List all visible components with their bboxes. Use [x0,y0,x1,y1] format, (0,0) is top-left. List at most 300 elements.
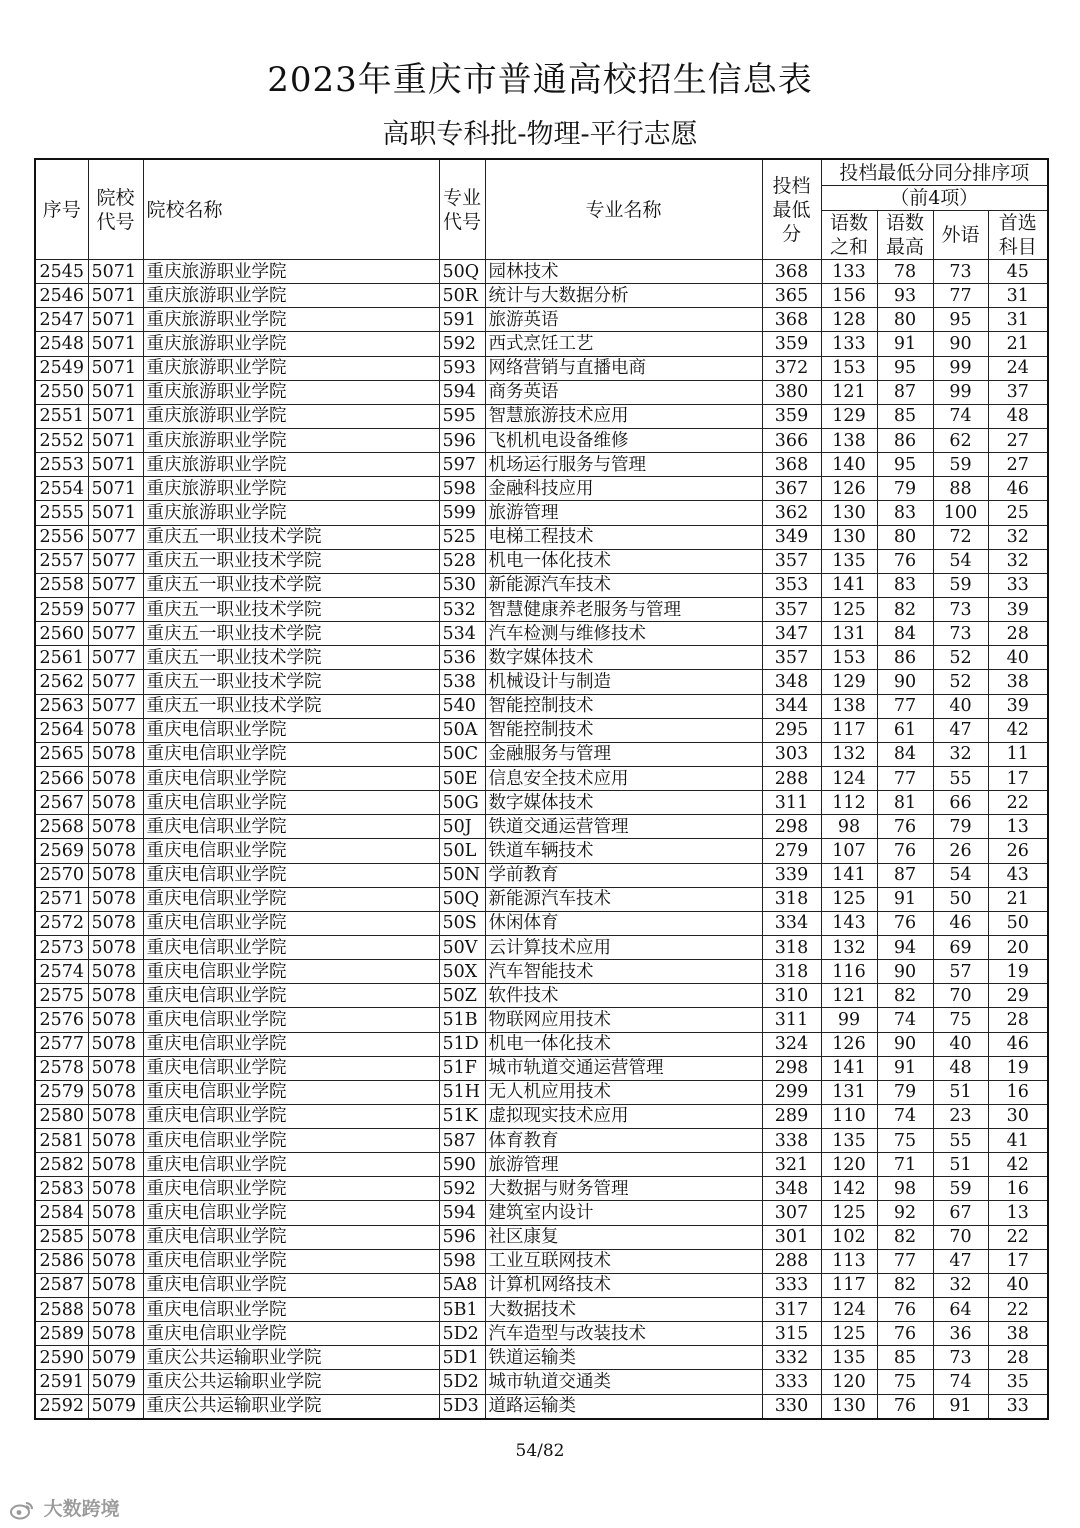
cell-min-score: 357 [762,597,821,621]
cell-major-code: 594 [439,1201,485,1225]
cell-min-score: 368 [762,260,821,284]
table-row [35,1370,1048,1394]
table-row [35,1249,1048,1273]
cell-min-score: 298 [762,1056,821,1080]
cell-seq: 2575 [35,984,88,1008]
cell-first-subject: 17 [988,766,1048,790]
cell-sum-cm: 107 [821,839,877,863]
cell-major-code: 598 [439,1249,485,1273]
cell-min-score: 333 [762,1370,821,1394]
cell-foreign: 46 [933,911,988,935]
cell-school-code: 5078 [88,1056,143,1080]
cell-school-name: 重庆电信职业学院 [143,1177,439,1201]
cell-max-cm: 71 [877,1153,933,1177]
cell-min-score: 330 [762,1394,821,1419]
cell-major-code: 597 [439,453,485,477]
cell-school-name: 重庆电信职业学院 [143,1273,439,1297]
cell-major-name: 大数据与财务管理 [485,1177,762,1201]
cell-major-name: 体育教育 [485,1129,762,1153]
cell-school-name: 重庆电信职业学院 [143,1225,439,1249]
cell-min-score: 372 [762,356,821,380]
cell-major-code: 596 [439,1225,485,1249]
cell-major-name: 物联网应用技术 [485,1008,762,1032]
cell-sum-cm: 135 [821,1129,877,1153]
cell-sum-cm: 138 [821,428,877,452]
table-row [35,1177,1048,1201]
cell-major-code: 530 [439,573,485,597]
cell-foreign: 32 [933,1273,988,1297]
cell-sum-cm: 130 [821,525,877,549]
cell-first-subject: 43 [988,863,1048,887]
cell-first-subject: 19 [988,960,1048,984]
table-row [35,453,1048,477]
header-school-name: 院校名称 [143,159,439,260]
cell-sum-cm: 141 [821,1056,877,1080]
cell-max-cm: 82 [877,597,933,621]
cell-school-code: 5078 [88,1249,143,1273]
cell-foreign: 55 [933,766,988,790]
cell-major-name: 云计算技术应用 [485,935,762,959]
cell-first-subject: 16 [988,1177,1048,1201]
cell-major-code: 5D2 [439,1322,485,1346]
table-row [35,1273,1048,1297]
cell-first-subject: 39 [988,597,1048,621]
cell-sum-cm: 131 [821,622,877,646]
cell-foreign: 32 [933,742,988,766]
table-row [35,670,1048,694]
cell-school-name: 重庆公共运输职业学院 [143,1346,439,1370]
cell-school-name: 重庆旅游职业学院 [143,284,439,308]
cell-major-name: 机场运行服务与管理 [485,453,762,477]
cell-school-code: 5071 [88,404,143,428]
cell-min-score: 357 [762,646,821,670]
cell-max-cm: 75 [877,1370,933,1394]
page-title: 2023年重庆市普通高校招生信息表 [267,60,813,100]
cell-foreign: 99 [933,356,988,380]
cell-school-name: 重庆旅游职业学院 [143,501,439,525]
cell-school-name: 重庆电信职业学院 [143,935,439,959]
cell-school-code: 5078 [88,1008,143,1032]
cell-school-name: 重庆五一职业技术学院 [143,525,439,549]
cell-first-subject: 40 [988,1273,1048,1297]
cell-foreign: 88 [933,477,988,501]
table-row [35,911,1048,935]
cell-first-subject: 29 [988,984,1048,1008]
cell-seq: 2550 [35,380,88,404]
cell-max-cm: 90 [877,1032,933,1056]
cell-foreign: 40 [933,694,988,718]
cell-sum-cm: 112 [821,791,877,815]
cell-school-name: 重庆电信职业学院 [143,863,439,887]
cell-school-name: 重庆五一职业技术学院 [143,646,439,670]
cell-first-subject: 22 [988,1298,1048,1322]
cell-school-name: 重庆电信职业学院 [143,766,439,790]
cell-school-name: 重庆电信职业学院 [143,718,439,742]
cell-major-name: 旅游管理 [485,1153,762,1177]
cell-max-cm: 82 [877,984,933,1008]
cell-seq: 2573 [35,935,88,959]
cell-sum-cm: 113 [821,1249,877,1273]
cell-foreign: 73 [933,260,988,284]
cell-max-cm: 84 [877,622,933,646]
table-row [35,1008,1048,1032]
cell-school-name: 重庆电信职业学院 [143,1322,439,1346]
cell-sum-cm: 120 [821,1153,877,1177]
cell-school-code: 5078 [88,1225,143,1249]
cell-first-subject: 28 [988,622,1048,646]
cell-min-score: 348 [762,670,821,694]
cell-first-subject: 27 [988,428,1048,452]
cell-sum-cm: 125 [821,1322,877,1346]
cell-major-name: 社区康复 [485,1225,762,1249]
table-row [35,622,1048,646]
table-row [35,573,1048,597]
table-row [35,1322,1048,1346]
cell-school-code: 5078 [88,1298,143,1322]
header-major-name: 专业名称 [485,159,762,260]
cell-foreign: 77 [933,284,988,308]
cell-major-name: 旅游英语 [485,308,762,332]
cell-major-code: 50A [439,718,485,742]
cell-school-code: 5078 [88,960,143,984]
cell-major-code: 50V [439,935,485,959]
cell-min-score: 311 [762,791,821,815]
cell-foreign: 70 [933,1225,988,1249]
cell-seq: 2569 [35,839,88,863]
table-row [35,308,1048,332]
cell-min-score: 366 [762,428,821,452]
cell-major-code: 5A8 [439,1273,485,1297]
cell-foreign: 90 [933,332,988,356]
cell-foreign: 52 [933,670,988,694]
cell-min-score: 334 [762,911,821,935]
table-header [35,159,1048,260]
cell-first-subject: 11 [988,742,1048,766]
cell-seq: 2554 [35,477,88,501]
cell-school-name: 重庆旅游职业学院 [143,380,439,404]
header-first-subject: 首选科目 [988,211,1048,260]
cell-first-subject: 28 [988,1008,1048,1032]
cell-max-cm: 74 [877,1008,933,1032]
cell-school-code: 5077 [88,670,143,694]
cell-major-name: 数字媒体技术 [485,646,762,670]
cell-school-name: 重庆旅游职业学院 [143,260,439,284]
cell-seq: 2567 [35,791,88,815]
cell-school-code: 5078 [88,984,143,1008]
cell-sum-cm: 126 [821,1032,877,1056]
cell-min-score: 298 [762,815,821,839]
table-row [35,1104,1048,1128]
cell-seq: 2578 [35,1056,88,1080]
cell-major-code: 50N [439,863,485,887]
cell-first-subject: 31 [988,308,1048,332]
cell-first-subject: 35 [988,1370,1048,1394]
cell-foreign: 54 [933,549,988,573]
table-row [35,839,1048,863]
cell-seq: 2566 [35,766,88,790]
cell-seq: 2571 [35,887,88,911]
cell-school-code: 5071 [88,380,143,404]
table-row [35,1225,1048,1249]
cell-max-cm: 86 [877,428,933,452]
cell-major-name: 智慧健康养老服务与管理 [485,597,762,621]
cell-sum-cm: 99 [821,1008,877,1032]
cell-foreign: 69 [933,935,988,959]
table-row [35,1346,1048,1370]
table-row [35,1129,1048,1153]
table-row [35,549,1048,573]
cell-sum-cm: 132 [821,935,877,959]
cell-max-cm: 95 [877,356,933,380]
cell-max-cm: 77 [877,766,933,790]
cell-seq: 2546 [35,284,88,308]
cell-seq: 2551 [35,404,88,428]
table-row [35,260,1048,284]
cell-first-subject: 42 [988,1153,1048,1177]
cell-seq: 2564 [35,718,88,742]
cell-max-cm: 76 [877,911,933,935]
cell-first-subject: 28 [988,1346,1048,1370]
cell-major-name: 休闲体育 [485,911,762,935]
cell-school-name: 重庆电信职业学院 [143,1129,439,1153]
cell-max-cm: 76 [877,1322,933,1346]
cell-seq: 2591 [35,1370,88,1394]
cell-foreign: 67 [933,1201,988,1225]
cell-school-code: 5077 [88,549,143,573]
cell-school-code: 5071 [88,308,143,332]
cell-foreign: 57 [933,960,988,984]
cell-school-name: 重庆五一职业技术学院 [143,549,439,573]
cell-first-subject: 24 [988,356,1048,380]
cell-first-subject: 37 [988,380,1048,404]
cell-min-score: 317 [762,1298,821,1322]
cell-foreign: 91 [933,1394,988,1419]
table-row [35,887,1048,911]
cell-major-name: 铁道运输类 [485,1346,762,1370]
cell-first-subject: 22 [988,1225,1048,1249]
cell-school-name: 重庆电信职业学院 [143,1104,439,1128]
cell-seq: 2552 [35,428,88,452]
cell-seq: 2559 [35,597,88,621]
cell-major-code: 587 [439,1129,485,1153]
cell-school-code: 5071 [88,332,143,356]
cell-school-name: 重庆旅游职业学院 [143,428,439,452]
cell-max-cm: 85 [877,1346,933,1370]
admission-table [34,158,1049,1420]
cell-sum-cm: 156 [821,284,877,308]
cell-min-score: 295 [762,718,821,742]
cell-school-code: 5078 [88,1032,143,1056]
cell-major-name: 智慧旅游技术应用 [485,404,762,428]
cell-major-name: 电梯工程技术 [485,525,762,549]
cell-max-cm: 74 [877,1104,933,1128]
cell-foreign: 66 [933,791,988,815]
cell-foreign: 59 [933,453,988,477]
table-row [35,960,1048,984]
cell-min-score: 299 [762,1080,821,1104]
cell-min-score: 301 [762,1225,821,1249]
watermark [10,1494,120,1521]
cell-max-cm: 76 [877,839,933,863]
cell-foreign: 62 [933,428,988,452]
cell-foreign: 64 [933,1298,988,1322]
cell-school-name: 重庆五一职业技术学院 [143,622,439,646]
cell-min-score: 332 [762,1346,821,1370]
cell-school-name: 重庆电信职业学院 [143,960,439,984]
cell-major-code: 592 [439,1177,485,1201]
cell-max-cm: 91 [877,1056,933,1080]
cell-max-cm: 76 [877,1394,933,1419]
cell-foreign: 36 [933,1322,988,1346]
cell-first-subject: 19 [988,1056,1048,1080]
cell-seq: 2572 [35,911,88,935]
cell-major-code: 50G [439,791,485,815]
cell-major-code: 598 [439,477,485,501]
cell-major-name: 网络营销与直播电商 [485,356,762,380]
cell-foreign: 73 [933,1346,988,1370]
cell-first-subject: 21 [988,887,1048,911]
cell-max-cm: 77 [877,1249,933,1273]
cell-major-name: 金融服务与管理 [485,742,762,766]
cell-seq: 2561 [35,646,88,670]
cell-sum-cm: 120 [821,1370,877,1394]
cell-foreign: 51 [933,1080,988,1104]
cell-sum-cm: 125 [821,887,877,911]
cell-major-name: 机电一体化技术 [485,1032,762,1056]
cell-sum-cm: 141 [821,573,877,597]
cell-max-cm: 86 [877,646,933,670]
cell-major-code: 536 [439,646,485,670]
cell-school-code: 5078 [88,863,143,887]
table-row [35,332,1048,356]
cell-school-code: 5078 [88,766,143,790]
cell-major-name: 新能源汽车技术 [485,573,762,597]
cell-min-score: 362 [762,501,821,525]
cell-major-name: 汽车造型与改装技术 [485,1322,762,1346]
cell-foreign: 59 [933,1177,988,1201]
cell-max-cm: 92 [877,1201,933,1225]
cell-foreign: 74 [933,404,988,428]
cell-major-code: 594 [439,380,485,404]
cell-sum-cm: 125 [821,1201,877,1225]
cell-sum-cm: 153 [821,356,877,380]
cell-school-code: 5077 [88,573,143,597]
cell-major-code: 534 [439,622,485,646]
cell-major-code: 590 [439,1153,485,1177]
cell-major-name: 铁道交通运营管理 [485,815,762,839]
cell-foreign: 50 [933,887,988,911]
cell-sum-cm: 141 [821,863,877,887]
cell-major-code: 50Z [439,984,485,1008]
cell-first-subject: 48 [988,404,1048,428]
cell-major-code: 592 [439,332,485,356]
cell-school-name: 重庆电信职业学院 [143,742,439,766]
cell-min-score: 359 [762,404,821,428]
cell-major-code: 538 [439,670,485,694]
cell-max-cm: 84 [877,742,933,766]
cell-school-name: 重庆电信职业学院 [143,1249,439,1273]
table-row [35,1056,1048,1080]
cell-school-name: 重庆旅游职业学院 [143,356,439,380]
cell-major-name: 建筑室内设计 [485,1201,762,1225]
cell-major-code: 591 [439,308,485,332]
header-min-score: 投档最低分 [762,159,821,260]
cell-school-code: 5071 [88,284,143,308]
cell-school-name: 重庆电信职业学院 [143,839,439,863]
cell-major-name: 铁道车辆技术 [485,839,762,863]
table-body [35,260,1048,1419]
cell-sum-cm: 142 [821,1177,877,1201]
table-row [35,863,1048,887]
cell-seq: 2548 [35,332,88,356]
table-row [35,356,1048,380]
cell-seq: 2563 [35,694,88,718]
cell-first-subject: 40 [988,646,1048,670]
cell-major-name: 城市轨道交通运营管理 [485,1056,762,1080]
cell-min-score: 359 [762,332,821,356]
cell-major-name: 园林技术 [485,260,762,284]
cell-seq: 2587 [35,1273,88,1297]
cell-seq: 2580 [35,1104,88,1128]
cell-min-score: 318 [762,935,821,959]
table-row [35,815,1048,839]
cell-major-code: 50L [439,839,485,863]
cell-first-subject: 16 [988,1080,1048,1104]
cell-major-name: 机电一体化技术 [485,549,762,573]
cell-max-cm: 79 [877,1080,933,1104]
cell-foreign: 79 [933,815,988,839]
cell-max-cm: 91 [877,332,933,356]
cell-school-name: 重庆电信职业学院 [143,1008,439,1032]
cell-major-code: 50Q [439,887,485,911]
cell-seq: 2590 [35,1346,88,1370]
cell-max-cm: 87 [877,863,933,887]
cell-first-subject: 13 [988,815,1048,839]
table-row [35,525,1048,549]
cell-seq: 2558 [35,573,88,597]
cell-foreign: 23 [933,1104,988,1128]
cell-max-cm: 82 [877,1225,933,1249]
cell-school-name: 重庆电信职业学院 [143,984,439,1008]
cell-foreign: 99 [933,380,988,404]
cell-major-code: 540 [439,694,485,718]
cell-max-cm: 76 [877,549,933,573]
cell-first-subject: 21 [988,332,1048,356]
cell-max-cm: 91 [877,887,933,911]
cell-min-score: 303 [762,742,821,766]
cell-sum-cm: 117 [821,718,877,742]
cell-school-code: 5078 [88,839,143,863]
cell-major-code: 51B [439,1008,485,1032]
cell-major-code: 532 [439,597,485,621]
table-row [35,742,1048,766]
header-seq: 序号 [35,159,88,260]
cell-major-code: 50C [439,742,485,766]
cell-foreign: 75 [933,1008,988,1032]
cell-first-subject: 13 [988,1201,1048,1225]
cell-sum-cm: 121 [821,984,877,1008]
cell-major-code: 596 [439,428,485,452]
cell-school-name: 重庆五一职业技术学院 [143,670,439,694]
cell-sum-cm: 117 [821,1273,877,1297]
cell-foreign: 72 [933,525,988,549]
cell-school-code: 5078 [88,791,143,815]
cell-major-name: 工业互联网技术 [485,1249,762,1273]
cell-major-name: 商务英语 [485,380,762,404]
cell-school-code: 5078 [88,815,143,839]
cell-max-cm: 82 [877,1273,933,1297]
cell-min-score: 289 [762,1104,821,1128]
